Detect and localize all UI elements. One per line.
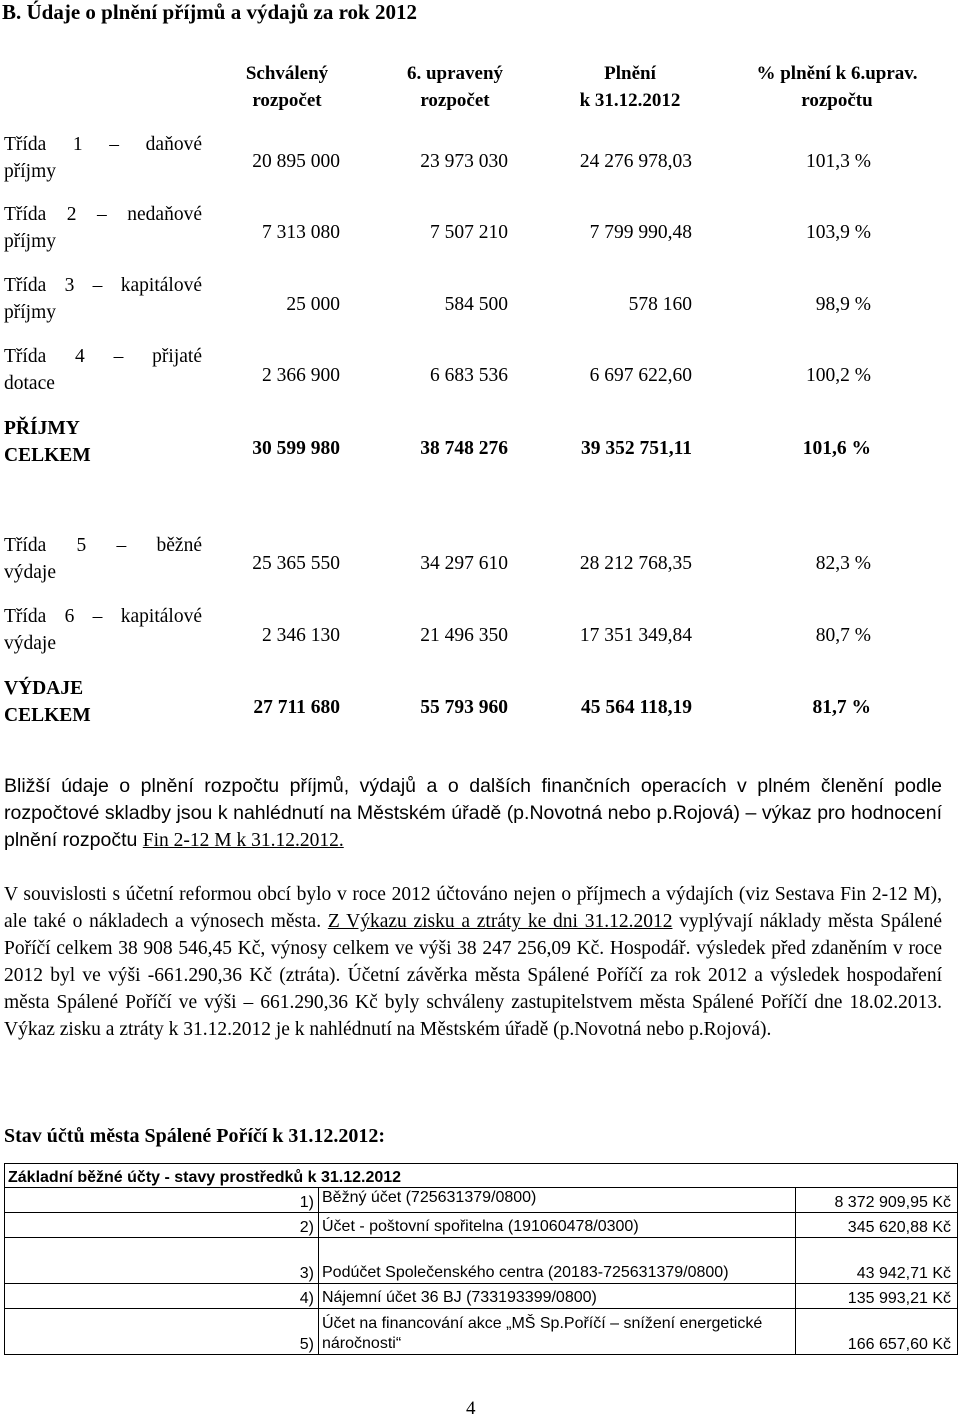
account-amount: 8 372 909,95 Kč — [796, 1188, 958, 1213]
account-amount: 345 620,88 Kč — [796, 1213, 958, 1238]
cell-value: 100,2 % — [806, 365, 871, 386]
row-label-line: CELKEM — [4, 445, 91, 466]
col-header-line: Plnění — [604, 63, 656, 84]
account-description: Účet - poštovní spořitelna (191060478/0300) — [319, 1213, 796, 1238]
row-label-line: Třída 3 – kapitálové — [4, 275, 202, 296]
row-label-class1 — [4, 131, 202, 185]
row-label-class4 — [4, 343, 202, 397]
account-description: Podúčet Společenského centra (20183-725631379/0800) — [319, 1238, 796, 1284]
cell-value: 20 895 000 — [252, 151, 340, 172]
row-label-class2 — [4, 201, 202, 255]
row-label-class6 — [4, 603, 202, 657]
col-header-line: rozpočet — [252, 90, 322, 111]
account-amount: 43 942,71 Kč — [796, 1238, 958, 1284]
cell-value: 584 500 — [444, 294, 508, 315]
cell-value-total: 55 793 960 — [420, 697, 508, 718]
row-label-income-total — [4, 415, 202, 469]
cell-value-total: 38 748 276 — [420, 438, 508, 459]
row-label-class3 — [4, 272, 202, 326]
col-header-line: 6. upravený — [406, 63, 504, 84]
row-label-line: Třída 6 – kapitálové — [4, 606, 202, 627]
cell-value: 6 683 536 — [430, 365, 508, 386]
paragraph-budget-details — [4, 773, 942, 854]
table-header-row — [5, 1164, 958, 1188]
table-row — [5, 1309, 958, 1355]
col-header-line: Schválený — [245, 63, 329, 84]
col-header-percent — [722, 60, 952, 114]
table-row — [5, 1284, 958, 1309]
row-label-line: dotace — [4, 373, 55, 394]
row-label-line: Třída 4 – přijaté — [4, 346, 202, 367]
row-label-line: Třída 2 – nedaňové — [4, 204, 202, 225]
paragraph-accounting-reform — [4, 881, 942, 1043]
accounts-table — [4, 1163, 958, 1355]
table-row — [5, 1188, 958, 1213]
table-header-empty — [796, 1164, 958, 1188]
row-label-line: příjmy — [4, 231, 56, 252]
page-heading: B. Údaje o plnění příjmů a výdajů za rok 2012 — [2, 0, 417, 24]
paragraph-text: V souvislosti s účetní reformou obcí bylo v roce 2012 účtováno nejen o příjmech a výdajích (viz Sestava Fin 2-12 M), ale také o nákladech a výnosech města. — [4, 884, 942, 932]
col-header-line: rozpočet — [420, 90, 490, 111]
col-header-line: rozpočtu — [801, 90, 873, 111]
col-header-fulfilment — [555, 60, 705, 114]
table-row — [5, 1213, 958, 1238]
table-header: Základní běžné účty - stavy prostředků k 31.12.2012 — [5, 1164, 796, 1188]
cell-value: 17 351 349,84 — [579, 625, 692, 646]
row-label-line: Třída 5 – běžné — [4, 535, 202, 556]
page-number: 4 — [466, 1398, 476, 1419]
account-amount: 166 657,60 Kč — [796, 1309, 958, 1355]
col-header-approved — [222, 60, 352, 114]
row-number: 1) — [5, 1188, 319, 1213]
cell-value: 25 365 550 — [252, 553, 340, 574]
cell-value: 24 276 978,03 — [579, 151, 692, 172]
row-label-expense-total — [4, 675, 202, 729]
row-label-line: CELKEM — [4, 705, 91, 726]
table-row — [5, 1238, 958, 1284]
col-header-amended — [385, 60, 525, 114]
cell-value: 82,3 % — [815, 553, 871, 574]
report-link[interactable]: Fin 2-12 M k 31.12.2012. — [142, 830, 344, 851]
row-label-line: výdaje — [4, 562, 56, 583]
cell-value: 21 496 350 — [420, 625, 508, 646]
cell-value: 34 297 610 — [420, 553, 508, 574]
paragraph-text: vyplývají náklady města Spálené Poříčí celkem 38 908 546,45 Kč, výnosy celkem ve výši 38 247 256,09 Kč. Hospodář. výsledek před zdaněním v roce 2012 byl ve výši -661.290,36 Kč (ztráta). Účetní závěrka města Spálené Poříčí za rok 2012 a výsledek hospodaření města Spálené Poříčí ve výši – 661.290,36 Kč byly schváleny zastupitelstvem města Spálené Poříčí dne 18.02.2013. Výkaz zisku a ztráty k 31.12.2012 je k nahlédnutí na Městském úřadě (p.Novotná nebo p.Rojová). — [4, 911, 942, 1040]
row-label-class5 — [4, 532, 202, 586]
cell-value: 7 507 210 — [430, 222, 508, 243]
row-label-line: VÝDAJE — [4, 678, 84, 699]
cell-value: 101,3 % — [806, 151, 871, 172]
cell-value: 6 697 622,60 — [589, 365, 692, 386]
cell-value-total: 27 711 680 — [253, 697, 340, 718]
cell-value: 25 000 — [286, 294, 340, 315]
col-header-line: % plnění k 6.uprav. — [756, 63, 918, 84]
cell-value: 2 366 900 — [262, 365, 340, 386]
cell-value-total: 101,6 % — [802, 438, 871, 459]
account-description: Nájemní účet 36 BJ (733193399/0800) — [319, 1284, 796, 1309]
account-description: Účet na financování akce „MŠ Sp.Poříčí – snížení energetické náročnosti“ — [319, 1309, 796, 1355]
cell-value: 23 973 030 — [420, 151, 508, 172]
cell-value: 2 346 130 — [262, 625, 340, 646]
row-label-line: Třída 1 – daňové — [4, 134, 202, 155]
row-number: 2) — [5, 1213, 319, 1238]
row-label-line: PŘÍJMY — [4, 418, 80, 439]
cell-value: 98,9 % — [815, 294, 871, 315]
row-label-line: příjmy — [4, 161, 56, 182]
cell-value-total: 45 564 118,19 — [580, 697, 692, 718]
cell-value-total: 81,7 % — [812, 697, 871, 718]
cell-value-total: 39 352 751,11 — [580, 438, 692, 459]
cell-value: 578 160 — [628, 294, 692, 315]
cell-value-total: 30 599 980 — [252, 438, 340, 459]
cell-value: 28 212 768,35 — [579, 553, 692, 574]
row-number: 3) — [5, 1238, 319, 1284]
cell-value: 80,7 % — [815, 625, 871, 646]
cell-value: 7 799 990,48 — [589, 222, 692, 243]
col-header-line: k 31.12.2012 — [579, 90, 681, 111]
cell-value: 103,9 % — [806, 222, 871, 243]
row-label-line: příjmy — [4, 302, 56, 323]
cell-value: 7 313 080 — [262, 222, 340, 243]
paragraph-text: Bližší údaje o plnění rozpočtu příjmů, výdajů a o dalších finančních operacích v plném členění podle rozpočtové skladby jsou k nahlédnutí na Městském úřadě (p.Novotná nebo p.Rojová) – výkaz pro hodnocení plnění rozpočtu — [4, 775, 942, 851]
row-number: 5) — [5, 1309, 319, 1355]
account-amount: 135 993,21 Kč — [796, 1284, 958, 1309]
row-number: 4) — [5, 1284, 319, 1309]
accounts-heading: Stav účtů města Spálené Poříčí k 31.12.2012: — [4, 1125, 386, 1147]
row-label-line: výdaje — [4, 633, 56, 654]
account-description: Běžný účet (725631379/0800) — [319, 1188, 796, 1213]
profit-loss-link[interactable]: Z Výkazu zisku a ztráty ke dni 31.12.2012 — [327, 911, 673, 932]
